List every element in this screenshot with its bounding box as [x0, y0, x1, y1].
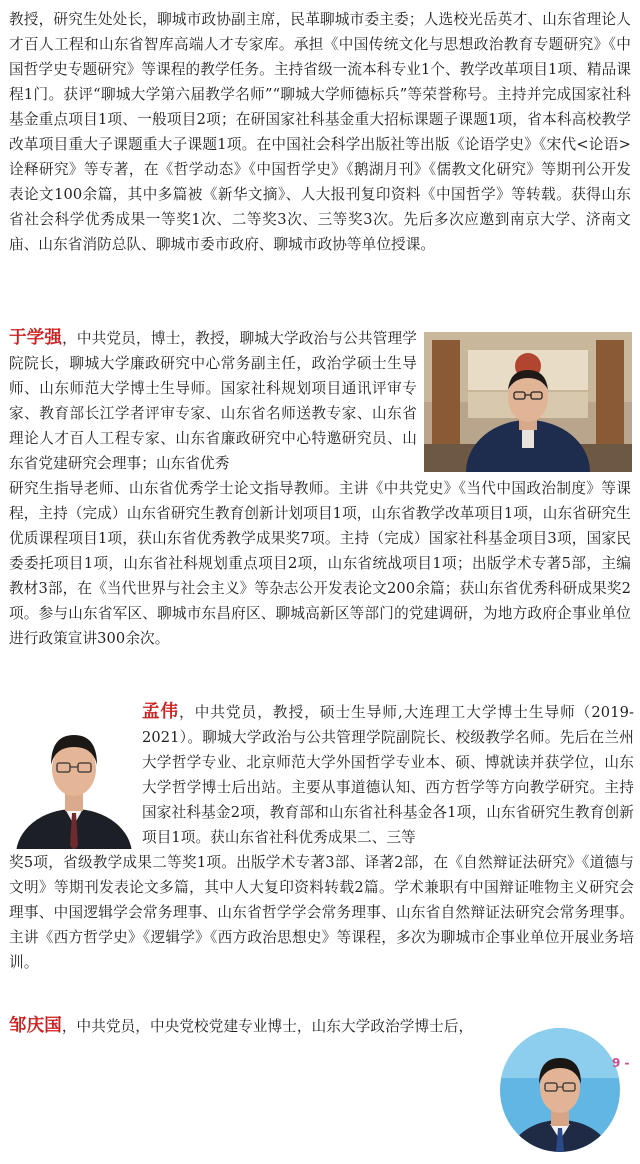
- bio-zou-paragraph: [9, 1014, 479, 1039]
- photo-meng-wei: [15, 705, 133, 849]
- bio-yu-paragraph-bottom: 研究生指导老师、山东省优秀学士论文指导教师。主讲《中共党史》《当代中国政治制度》等课程，主持（完成）山东省研究生教育创新计划项目1项，山东省教学改革项目1项，山东省研究生优质课程项目1项，获山东省优秀教学成果奖7项。主持（完成）国家社科基金项目3项，国家民委委托项目1项，山东省社科规划重点项目2项，山东省统战项目1项；出版学术专著5部，主编教材3部，在《当代世界与社会主义》等杂志公开发表论文200余篇；获山东省优秀科研成果奖2项。参与山东省军区、聊城市东昌府区、聊城高新区等部门的党建调研，为地方政府企事业单位进行政策宣讲300余次。: [9, 480, 631, 647]
- bio-meng-text-a: ，中共党员，教授，硕士生导师,大连理工大学博士生导师（2019-2021）。聊城大学政治与公共管理学院副院长、校级教学名师。先后在兰州大学哲学专业、北京师范大学外国哲学专业本、硕、博就读并获学位，山东大学哲学博士后出站。主要从事道德认知、西方哲学等方向教学研究。主持国家社科基金2项，教育部和山东省社科基金各1项，山东省研究生教育创新项目1项。获山东省社科优秀成果二、三等: [142, 704, 634, 846]
- name-meng-wei: 孟伟: [142, 702, 180, 722]
- name-zou-qingguo: 邹庆国: [9, 1016, 62, 1036]
- name-yu-xueqiang: 于学强: [9, 328, 63, 348]
- photo-yu-xueqiang: [424, 332, 632, 472]
- bio-meng-paragraph-bottom: 奖5项，省级教学成果二等奖1项。出版学术专著3部、译著2部，在《自然辩证法研究》《道德与文明》等期刊发表论文多篇，其中人大复印资料转载2篇。学术兼职有中国辩证唯物主义研究会理事、中国逻辑学会常务理事、山东省哲学学会常务理事、山东省自然辩证法研究会常务理事。主讲《西方哲学史》《逻辑学》《西方政治思想史》等课程，多次为聊城市企事业单位开展业务培训。: [9, 854, 634, 971]
- bio-yu-paragraph-top: [9, 326, 417, 476]
- page-number: 9 -: [612, 1056, 630, 1070]
- bio-meng-paragraph-top: [142, 700, 634, 850]
- photo-zou-qingguo: [500, 1028, 620, 1152]
- bio-yu-text-a: ，中共党员，博士，教授，聊城大学政治与公共管理学院院长，聊城大学廉政研究中心常务副主任，政治学硕士生导师、山东师范大学博士生导师。国家社科规划项目通讯评审专家、教育部长江学者评审专家、山东省名师送教专家、山东省理论人才百人工程专家、山东省廉政研究中心特邀研究员、山东省党建研究会理事；山东省优秀: [9, 330, 417, 472]
- bio-paragraph-1: 教授，研究生处处长，聊城市政协副主席，民革聊城市委主委；人选校光岳英才、山东省理论人才百人工程和山东省智库高端人才专家库。承担《中国传统文化与思想政治教育专题研究》《中国哲学史专题研究》等课程的教学任务。主持省级一流本科专业1个、教学改革项目1项、精品课程1门。获评“聊城大学第六届教学名师”“聊城大学师德标兵”等荣誉称号。主持并完成国家社科基金重点项目1项、一般项目2项；在研国家社科基金重大招标课题子课题1项，省本科高校教学改革项目重大子课题重大子课题1项。在中国社会科学出版社等出版《论语学史》《宋代<论语>诠释研究》等专著，在《哲学动态》《中国哲学史》《鹅湖月刊》《儒教文化研究》等期刊公开发表论文100余篇，其中多篇被《新华文摘》、人大报刊复印资料《中国哲学》等转载。获得山东省社会科学优秀成果一等奖1次、二等奖3次、三等奖3次。先后多次应邀到南京大学、济南文庙、山东省消防总队、聊城市委市政府、聊城市政协等单位授课。: [9, 11, 631, 253]
- bio-zou-text: ，中共党员，中央党校党建专业博士，山东大学政治学博士后，: [61, 1018, 474, 1035]
